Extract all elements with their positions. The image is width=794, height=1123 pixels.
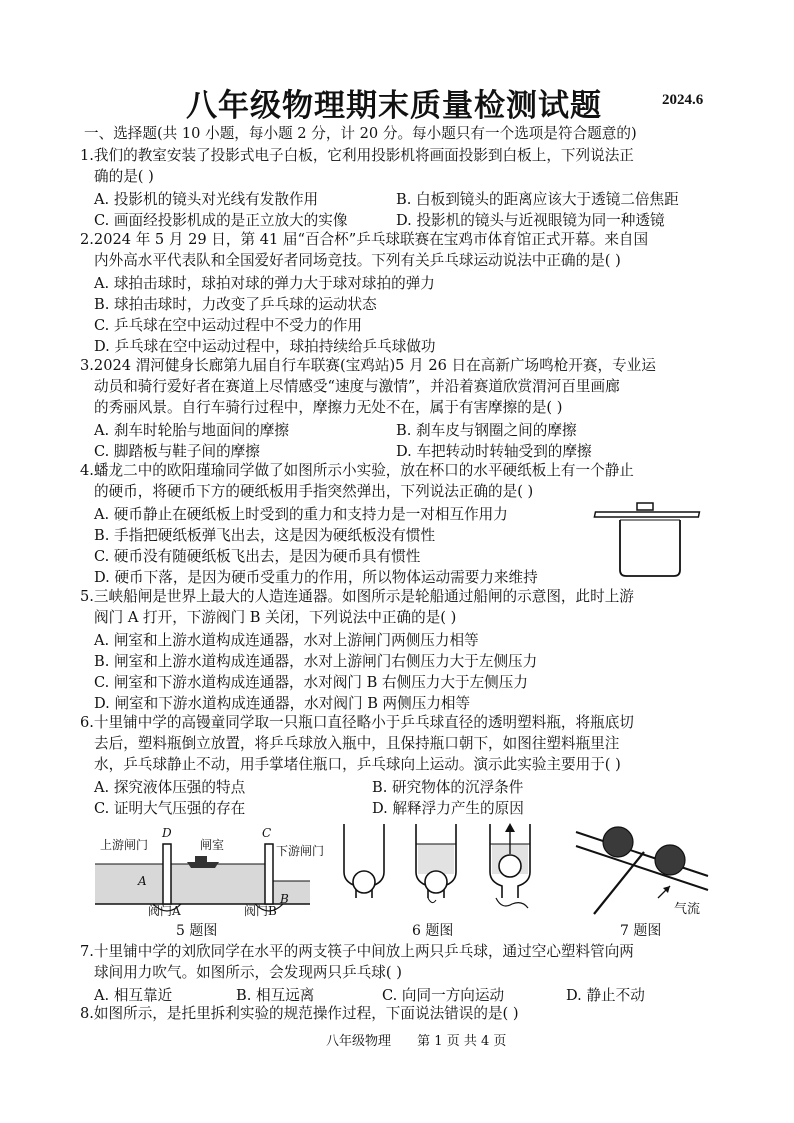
q5-option-d: D. 闸室和下游水道构成连通器，水对阀门 B 两侧压力相等 [94, 695, 471, 712]
q3-stem-1: 3.2024 渭河健身长廊第九届自行车联赛(宝鸡站)5 月 26 日在高新广场鸣枪开赛，专业运 [80, 357, 656, 374]
footer-page-number: 第 1 页 共 4 页 [417, 1034, 507, 1049]
figure-7-caption: 7 题图 [620, 923, 662, 939]
exam-date: 2024.6 [662, 92, 704, 108]
q1-option-b: B. 白板到镜头的距离应该大于透镜二倍焦距 [396, 191, 679, 208]
figure-6-caption: 6 题图 [412, 923, 454, 939]
q7-option-b: B. 相互远离 [236, 987, 315, 1004]
q1-option-d: D. 投影机的镜头与近视眼镜为同一种透镜 [396, 212, 665, 229]
q6-option-c: C. 证明大气压强的存在 [94, 800, 246, 817]
q6-stem-3: 水，乒乓球静止不动，用手掌堵住瓶口，乒乓球向上运动。演示此实验主要用于( ) [94, 756, 621, 773]
q3-stem-2: 动员和骑行爱好者在赛道上尽情感受“速度与激情”，并沿着赛道欣赏渭河百里画廊 [94, 378, 620, 395]
q4-option-c: C. 硬币没有随硬纸板飞出去，是因为硬币具有惯性 [94, 548, 421, 565]
q6-option-b: B. 研究物体的沉浮条件 [372, 779, 524, 796]
q6-stem-2: 去后，塑料瓶倒立放置，将乒乓球放入瓶中，且保持瓶口朝下，如图往塑料瓶里注 [94, 735, 620, 752]
q4-stem-1: 4.蟠龙二中的欧阳瑾瑜同学做了如图所示小实验，放在杯口的水平硬纸板上有一个静止 [80, 462, 634, 479]
coin [637, 503, 653, 510]
q4-option-a: A. 硬币静止在硬纸板上时受到的重力和支持力是一对相互作用力 [94, 506, 508, 523]
q4-stem-2: 的硬币，将硬币下方的硬纸板用手指突然弹出，下列说法正确的是( ) [94, 483, 534, 500]
q2-option-b: B. 球拍击球时，力改变了乒乓球的运动状态 [94, 296, 377, 313]
letter-d: D [162, 826, 172, 840]
q2-stem-1: 2.2024 年 5 月 29 日，第 41 届“百合杯”乒乓球联赛在宝鸡市体育馆正式开幕。来自国 [80, 231, 649, 248]
q1-option-a: A. 投影机的镜头对光线有发散作用 [94, 191, 319, 208]
cardboard [594, 512, 699, 517]
q5-stem-1: 5.三峡船闸是世界上最大的人造连通器。如图所示是轮船通过船闸的示意图，此时上游 [80, 588, 634, 605]
page-title: 八年级物理期末质量检测试题 [186, 88, 602, 124]
q2-option-a: A. 球拍击球时，球拍对球的弹力大于球对球拍的弹力 [94, 275, 435, 292]
bottle-3 [490, 823, 530, 908]
airflow-label: 气流 [674, 902, 701, 917]
ping-pong-ball-1 [353, 871, 375, 893]
letter-c: C [262, 826, 272, 840]
bottle-1 [344, 824, 384, 898]
chopstick-2 [576, 846, 708, 890]
section-heading: 一、选择题(共 10 小题，每小题 2 分，计 20 分。每小题只有一个选项是符合题意的) [84, 125, 637, 142]
q1-stem-2: 确的是( ) [94, 168, 154, 185]
q7-stem-2: 球间用力吹气。如图所示，会发现两只乒乓球( ) [94, 964, 402, 981]
q2-option-d: D. 乒乓球在空中运动过程中，球拍持续给乒乓球做功 [94, 338, 436, 355]
q7-stem-1: 7.十里铺中学的刘欣同学在水平的两支筷子中间放上两只乒乓球，通过空心塑料管向两 [80, 943, 634, 960]
valve-a-label: 阀门A [148, 904, 181, 918]
chamber-label: 闸室 [200, 838, 225, 852]
cup [620, 520, 680, 576]
q1-option-c: C. 画面经投影机成的是正立放大的实像 [94, 212, 348, 229]
q2-stem-2: 内外高水平代表队和全国爱好者同场竞技。下列有关乒乓球运动说法中正确的是( ) [94, 252, 621, 269]
q7-option-c: C. 向同一方向运动 [382, 987, 505, 1004]
q6-stem-1: 6.十里铺中学的高镘童同学取一只瓶口直径略小于乒乓球直径的透明塑料瓶，将瓶底切 [80, 714, 634, 731]
q5-stem-2: 阀门 A 打开，下游阀门 B 关闭，下列说法中正确的是( ) [94, 609, 457, 626]
q7-option-a: A. 相互靠近 [94, 987, 173, 1004]
figure-5-caption: 5 题图 [176, 923, 218, 939]
ball-right [655, 845, 685, 875]
lower-gate-wall [265, 844, 273, 904]
q6-option-a: A. 探究液体压强的特点 [94, 779, 246, 796]
q3-option-b: B. 刹车皮与钢圈之间的摩擦 [396, 422, 577, 439]
q6-option-d: D. 解释浮力产生的原因 [372, 800, 524, 817]
valve-b-label: 阀门B [244, 904, 277, 918]
ping-pong-ball-2 [425, 871, 447, 893]
q3-option-a: A. 刹车时轮胎与地面间的摩擦 [94, 422, 289, 439]
ball-left [603, 827, 633, 857]
ship [187, 862, 219, 868]
letter-b: B [280, 892, 289, 906]
footer-subject: 八年级物理 [326, 1034, 392, 1049]
q4-option-b: B. 手指把硬纸板弹飞出去，这是因为硬纸板没有惯性 [94, 527, 436, 544]
q2-option-c: C. 乒乓球在空中运动过程中不受力的作用 [94, 317, 363, 334]
bottle-ball-diagram [336, 820, 556, 920]
bottle-2 [416, 824, 456, 903]
q7-option-d: D. 静止不动 [566, 987, 645, 1004]
q5-option-a: A. 闸室和上游水道构成连通器，水对上游闸门两侧压力相等 [94, 632, 479, 649]
q5-option-b: B. 闸室和上游水道构成连通器，水对上游闸门右侧压力大于左侧压力 [94, 653, 538, 670]
lower-gate-label: 下游闸门 [276, 844, 325, 858]
upper-gate-label: 上游闸门 [100, 838, 149, 852]
q4-option-d: D. 硬币下落，是因为硬币受重力的作用，所以物体运动需要力来维持 [94, 569, 538, 586]
q5-option-c: C. 闸室和下游水道构成连通器，水对阀门 B 右侧压力大于左侧压力 [94, 674, 528, 691]
upper-gate-wall [163, 844, 171, 904]
q8-stem-1: 8.如图所示，是托里拆利实验的规范操作过程，下面说法错误的是( ) [80, 1005, 519, 1022]
letter-a: A [138, 874, 147, 888]
page-footer [326, 1030, 528, 1049]
q3-stem-3: 的秀丽风景。自行车骑行过程中，摩擦力无处不在，属于有害摩擦的是( ) [94, 399, 563, 416]
ping-pong-ball-3 [499, 855, 521, 877]
q3-option-d: D. 车把转动时转轴受到的摩擦 [396, 443, 592, 460]
hand-icon [496, 898, 528, 908]
q4-cup-figure [590, 500, 710, 580]
q1-stem-1: 1.我们的教室安装了投影式电子白板，它利用投影机将画面投影到白板上，下列说法正 [80, 147, 634, 164]
q3-option-c: C. 脚踏板与鞋子间的摩擦 [94, 443, 260, 460]
